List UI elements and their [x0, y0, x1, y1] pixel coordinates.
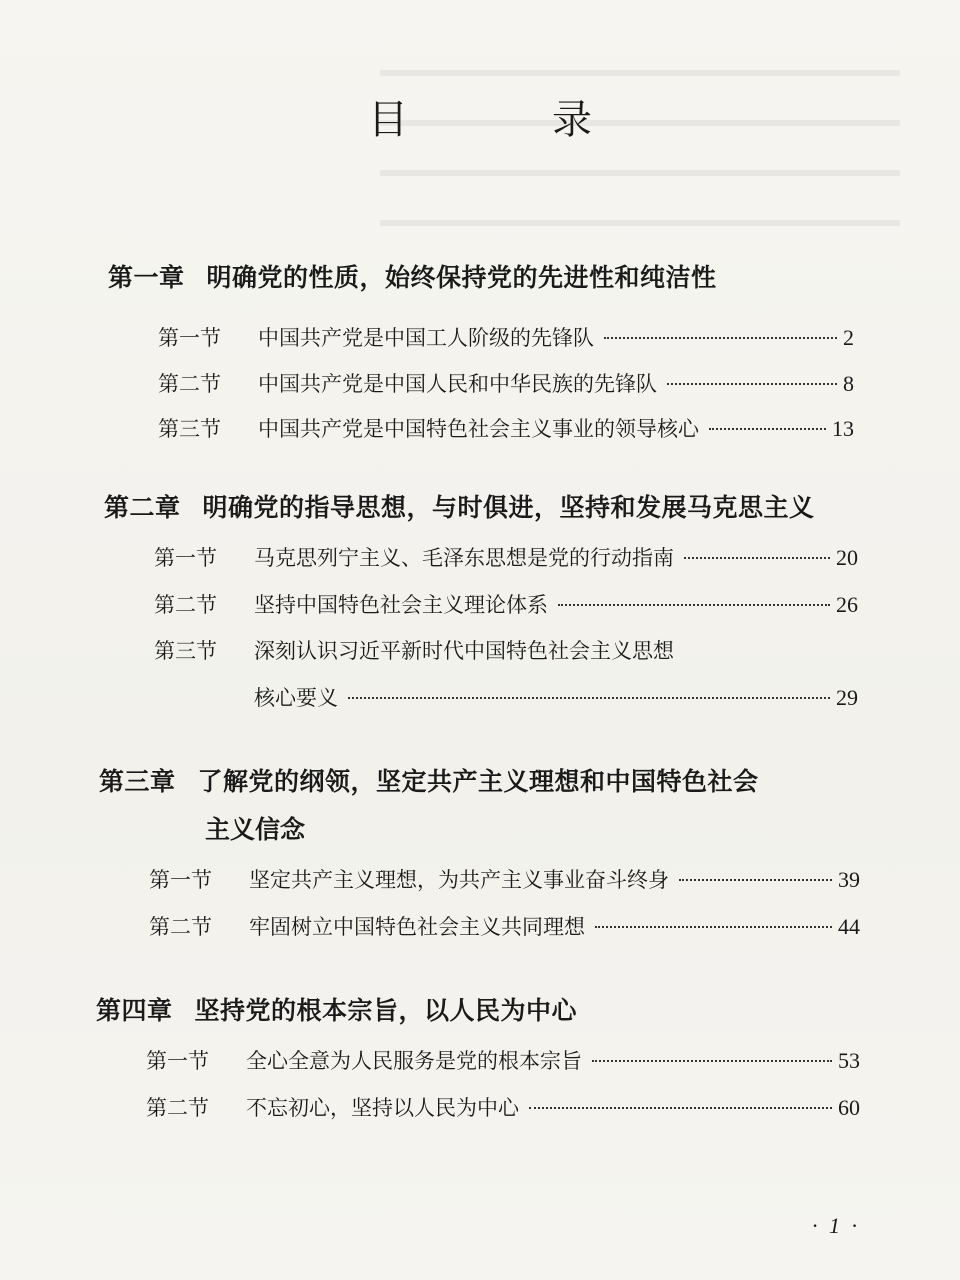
section-title: 中国共产党是中国特色社会主义事业的领导核心	[258, 417, 699, 441]
section-number: 第三节	[158, 417, 221, 441]
chapter-heading	[104, 488, 815, 524]
section-title: 全心全意为人民服务是党的根本宗旨	[246, 1049, 582, 1073]
chapter-title-continuation: 主义信念	[205, 815, 306, 844]
page-number: 20	[836, 545, 858, 570]
chapter-heading	[96, 991, 577, 1027]
toc-entry[interactable]	[146, 1045, 860, 1075]
toc-entry[interactable]	[146, 1092, 860, 1122]
dot-leader	[592, 1060, 832, 1062]
toc-entry[interactable]	[158, 413, 854, 443]
toc-entry-continuation[interactable]	[254, 682, 858, 712]
section-title: 深刻认识习近平新时代中国特色社会主义思想	[254, 639, 674, 663]
toc-entry[interactable]	[149, 864, 860, 894]
page-number: 29	[836, 685, 858, 710]
toc-entry[interactable]	[158, 368, 854, 398]
dot-leader	[595, 926, 832, 928]
section-title: 马克思列宁主义、毛泽东思想是党的行动指南	[254, 546, 674, 570]
page-number: 2	[843, 325, 854, 350]
section-number: 第一节	[154, 546, 217, 570]
dot-leader	[348, 697, 830, 699]
chapter-title: 了解党的纲领，坚定共产主义理想和中国特色社会	[197, 767, 759, 796]
dot-leader	[667, 383, 837, 385]
section-number: 第二节	[146, 1096, 209, 1120]
chapter-title: 明确党的指导思想，与时俱进，坚持和发展马克思主义	[202, 493, 815, 522]
toc-entry[interactable]	[154, 635, 858, 665]
dot-leader	[684, 557, 830, 559]
section-title: 中国共产党是中国工人阶级的先锋队	[258, 326, 594, 350]
section-title: 坚定共产主义理想，为共产主义事业奋斗终身	[249, 868, 669, 892]
section-title: 牢固树立中国特色社会主义共同理想	[249, 915, 585, 939]
dot-leader	[529, 1107, 832, 1109]
chapter-title: 明确党的性质，始终保持党的先进性和纯洁性	[206, 263, 717, 292]
toc-entry[interactable]	[154, 589, 858, 619]
chapter-number: 第一章	[108, 263, 185, 292]
chapter-number: 第四章	[96, 996, 173, 1025]
page-footer-number: · 1 ·	[812, 1213, 860, 1238]
section-number: 第二节	[154, 593, 217, 617]
chapter-number: 第三章	[99, 767, 176, 796]
section-title-continuation: 核心要义	[254, 686, 338, 710]
toc-entry[interactable]	[158, 322, 854, 352]
page-number: 53	[838, 1048, 860, 1073]
chapter-number: 第二章	[104, 493, 181, 522]
chapter-heading	[99, 762, 759, 798]
section-number: 第一节	[149, 868, 212, 892]
page-number: 39	[838, 867, 860, 892]
page-number: 60	[838, 1095, 860, 1120]
section-number: 第二节	[158, 372, 221, 396]
section-number: 第一节	[146, 1049, 209, 1073]
section-title: 坚持中国特色社会主义理论体系	[254, 593, 548, 617]
page-number: 13	[832, 416, 854, 441]
chapter-heading	[108, 258, 717, 294]
section-number: 第三节	[154, 639, 217, 663]
page-number: 8	[843, 371, 854, 396]
dot-leader	[679, 879, 832, 881]
section-title: 中国共产党是中国人民和中华民族的先锋队	[258, 372, 657, 396]
section-number: 第一节	[158, 326, 221, 350]
dot-leader	[604, 337, 837, 339]
page-number: 44	[838, 914, 860, 939]
dot-leader	[558, 604, 830, 606]
section-number: 第二节	[149, 915, 212, 939]
page-number: 26	[836, 592, 858, 617]
chapter-title: 坚持党的根本宗旨，以人民为中心	[194, 996, 578, 1025]
toc-entry[interactable]	[149, 911, 860, 941]
section-title: 不忘初心，坚持以人民为中心	[246, 1096, 519, 1120]
toc-entry[interactable]	[154, 542, 858, 572]
dot-leader	[709, 428, 826, 430]
page-title: 目 录	[368, 97, 644, 143]
